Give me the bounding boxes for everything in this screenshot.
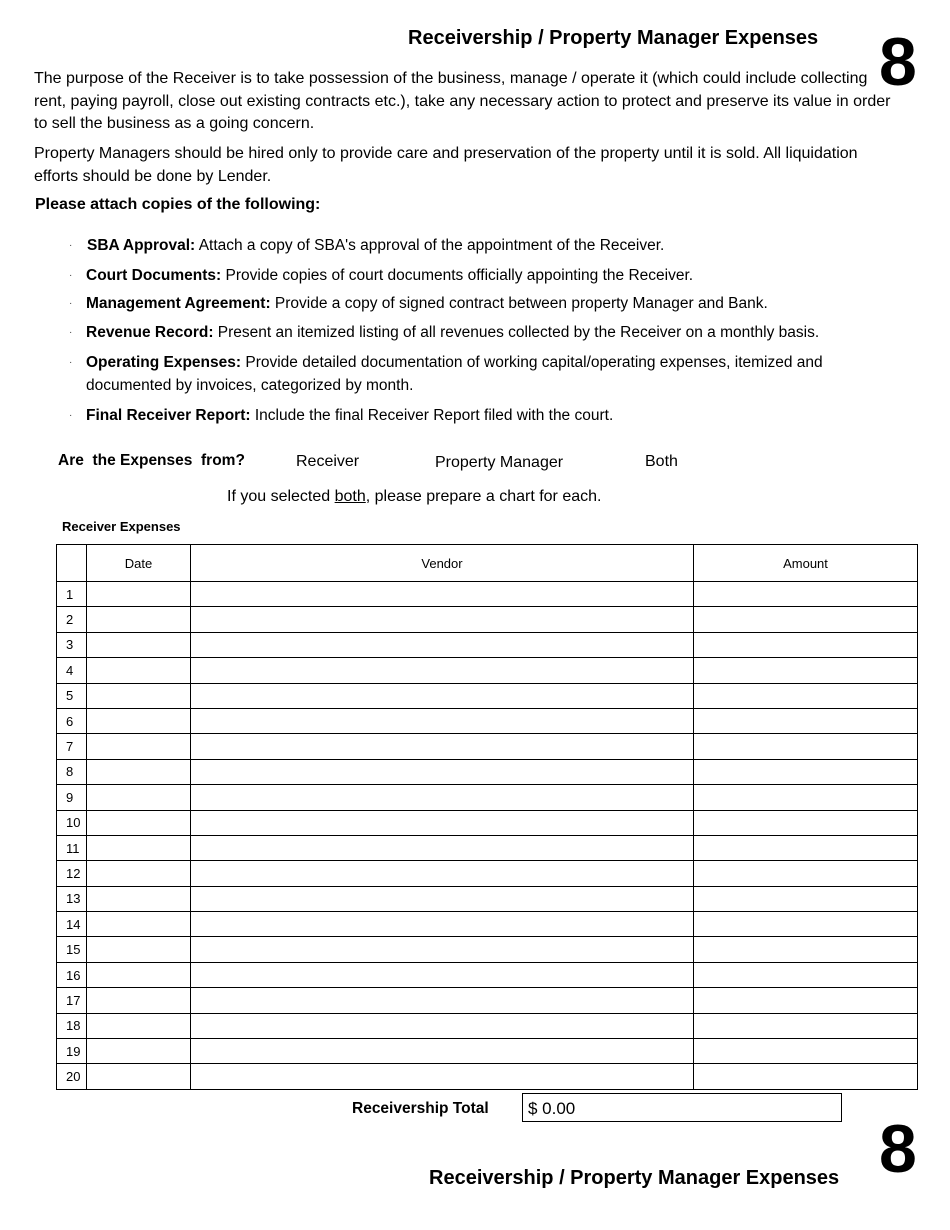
- table-row: [57, 835, 918, 860]
- vendor-cell[interactable]: [191, 1013, 694, 1038]
- date-cell[interactable]: [87, 962, 191, 987]
- row-number: 18: [57, 1013, 87, 1038]
- row-number: 8: [57, 759, 87, 784]
- vendor-cell[interactable]: [191, 937, 694, 962]
- vendor-cell[interactable]: [191, 632, 694, 657]
- table-row: [57, 683, 918, 708]
- amount-cell[interactable]: [694, 632, 918, 657]
- vendor-cell[interactable]: [191, 759, 694, 784]
- row-number: 14: [57, 912, 87, 937]
- table-row: [57, 759, 918, 784]
- attachment-text: Attach a copy of SBA's approval of the appointment of the Receiver.: [198, 237, 665, 254]
- vendor-cell[interactable]: [191, 607, 694, 632]
- table-row: [57, 912, 918, 937]
- attachments-heading: Please attach copies of the following:: [35, 196, 321, 213]
- date-cell[interactable]: [87, 632, 191, 657]
- amount-cell[interactable]: [694, 582, 918, 607]
- amount-cell[interactable]: [694, 962, 918, 987]
- attachment-label: Operating Expenses:: [86, 354, 242, 371]
- table-row: [57, 708, 918, 733]
- amount-cell[interactable]: [694, 1039, 918, 1064]
- attachment-text: Include the final Receiver Report filed with the court.: [254, 407, 614, 424]
- bullet-icon: ·: [69, 298, 73, 309]
- row-number: 19: [57, 1039, 87, 1064]
- vendor-cell[interactable]: [191, 1064, 694, 1089]
- date-cell[interactable]: [87, 734, 191, 759]
- date-cell[interactable]: [87, 810, 191, 835]
- amount-cell[interactable]: [694, 886, 918, 911]
- table-row: [57, 734, 918, 759]
- expense-source-question: Are the Expenses from?: [58, 452, 245, 469]
- date-cell[interactable]: [87, 683, 191, 708]
- table-row: [57, 962, 918, 987]
- date-cell[interactable]: [87, 1013, 191, 1038]
- amount-cell[interactable]: [694, 937, 918, 962]
- option-receiver[interactable]: Receiver: [296, 453, 360, 470]
- row-number: 17: [57, 988, 87, 1013]
- row-number: 7: [57, 734, 87, 759]
- attachment-text: Provide a copy of signed contract between property Manager and Bank.: [274, 295, 768, 312]
- date-cell[interactable]: [87, 937, 191, 962]
- row-number: 11: [57, 835, 87, 860]
- amount-cell[interactable]: [694, 607, 918, 632]
- amount-cell[interactable]: [694, 759, 918, 784]
- vendor-cell[interactable]: [191, 962, 694, 987]
- attachment-label: Revenue Record:: [86, 324, 214, 341]
- row-number: 1: [57, 582, 87, 607]
- row-number: 16: [57, 962, 87, 987]
- date-cell[interactable]: [87, 835, 191, 860]
- table-row: [57, 632, 918, 657]
- amount-cell[interactable]: [694, 835, 918, 860]
- vendor-cell[interactable]: [191, 912, 694, 937]
- footer-title: Receivership / Property Manager Expenses: [429, 1167, 840, 1189]
- vendor-cell[interactable]: [191, 835, 694, 860]
- row-number: 12: [57, 861, 87, 886]
- vendor-cell[interactable]: [191, 861, 694, 886]
- row-number: 13: [57, 886, 87, 911]
- section-number: 8: [879, 24, 917, 100]
- date-cell[interactable]: [87, 988, 191, 1013]
- vendor-cell[interactable]: [191, 1039, 694, 1064]
- column-header-number: [57, 545, 87, 582]
- bullet-icon: ·: [69, 357, 73, 368]
- date-cell[interactable]: [87, 708, 191, 733]
- date-cell[interactable]: [87, 886, 191, 911]
- both-underlined: both: [334, 488, 366, 505]
- vendor-cell[interactable]: [191, 785, 694, 810]
- column-header-vendor: Vendor: [191, 545, 694, 582]
- row-number: 6: [57, 708, 87, 733]
- row-number: 2: [57, 607, 87, 632]
- table-row: [57, 658, 918, 683]
- intro-paragraph-receiver: The purpose of the Receiver is to take possession of the business, manage / operate it (which could include collecting rent, paying payroll, close out existing contracts etc.), take any necessary action to protect and preserve its value in order to sell the business as a going concern.: [34, 70, 891, 132]
- total-label: Receivership Total: [352, 1100, 489, 1117]
- vendor-cell[interactable]: [191, 658, 694, 683]
- row-number: 9: [57, 785, 87, 810]
- amount-cell[interactable]: [694, 1064, 918, 1089]
- table-row: [57, 1039, 918, 1064]
- column-header-amount: Amount: [694, 545, 918, 582]
- total-field[interactable]: $ 0.00: [522, 1093, 842, 1122]
- amount-cell[interactable]: [694, 734, 918, 759]
- bullet-icon: ·: [69, 327, 73, 338]
- footer-section-number: 8: [879, 1111, 917, 1187]
- table-row: [57, 582, 918, 607]
- date-cell[interactable]: [87, 785, 191, 810]
- vendor-cell[interactable]: [191, 988, 694, 1013]
- attachment-text: Provide copies of court documents officially appointing the Receiver.: [225, 267, 694, 284]
- date-cell[interactable]: [87, 759, 191, 784]
- table-header-row: [57, 545, 918, 582]
- vendor-cell[interactable]: [191, 734, 694, 759]
- date-cell[interactable]: [87, 607, 191, 632]
- column-header-date: Date: [87, 545, 191, 582]
- amount-cell[interactable]: [694, 785, 918, 810]
- table-row: [57, 988, 918, 1013]
- date-cell[interactable]: [87, 658, 191, 683]
- table-row: [57, 1064, 918, 1089]
- table-row: [57, 886, 918, 911]
- amount-cell[interactable]: [694, 683, 918, 708]
- table-label: Receiver Expenses: [62, 519, 181, 534]
- date-cell[interactable]: [87, 1039, 191, 1064]
- date-cell[interactable]: [87, 1064, 191, 1089]
- vendor-cell[interactable]: [191, 886, 694, 911]
- amount-cell[interactable]: [694, 861, 918, 886]
- row-number: 15: [57, 937, 87, 962]
- amount-cell[interactable]: [694, 988, 918, 1013]
- intro-paragraph-property-manager: Property Managers should be hired only to provide care and preservation of the property until it is sold. All liquidation efforts should be done by Lender.: [34, 145, 858, 185]
- vendor-cell[interactable]: [191, 810, 694, 835]
- vendor-cell[interactable]: [191, 683, 694, 708]
- option-property-manager[interactable]: Property Manager: [435, 454, 564, 471]
- date-cell[interactable]: [87, 912, 191, 937]
- attachment-label: Final Receiver Report:: [86, 407, 251, 424]
- amount-cell[interactable]: [694, 1013, 918, 1038]
- receiver-expenses-table: [56, 544, 918, 1090]
- vendor-cell[interactable]: [191, 708, 694, 733]
- attachment-text: Provide detailed documentation of working capital/operating expenses, itemized and documented by invoices, categorized by month.: [86, 354, 823, 394]
- attachment-label: SBA Approval:: [87, 237, 196, 254]
- date-cell[interactable]: [87, 582, 191, 607]
- attachment-label: Management Agreement:: [86, 295, 271, 312]
- page-title: Receivership / Property Manager Expenses: [408, 27, 819, 49]
- table-row: [57, 607, 918, 632]
- attachment-text: Present an itemized listing of all revenues collected by the Receiver on a monthly basis.: [217, 324, 820, 341]
- table-row: [57, 785, 918, 810]
- option-both[interactable]: Both: [645, 453, 678, 470]
- table-row: [57, 810, 918, 835]
- bullet-icon: ·: [69, 270, 73, 281]
- table-row: [57, 1013, 918, 1038]
- table-row: [57, 937, 918, 962]
- date-cell[interactable]: [87, 861, 191, 886]
- amount-cell[interactable]: [694, 708, 918, 733]
- attachment-label: Court Documents:: [86, 267, 222, 284]
- table-row: [57, 861, 918, 886]
- amount-cell[interactable]: [694, 658, 918, 683]
- row-number: 3: [57, 632, 87, 657]
- bullet-icon: ·: [69, 410, 73, 421]
- row-number: 5: [57, 683, 87, 708]
- amount-cell[interactable]: [694, 810, 918, 835]
- both-note: If you selected both, please prepare a chart for each.: [227, 488, 602, 505]
- row-number: 4: [57, 658, 87, 683]
- row-number: 20: [57, 1064, 87, 1089]
- bullet-icon: ·: [69, 240, 73, 251]
- amount-cell[interactable]: [694, 912, 918, 937]
- row-number: 10: [57, 810, 87, 835]
- vendor-cell[interactable]: [191, 582, 694, 607]
